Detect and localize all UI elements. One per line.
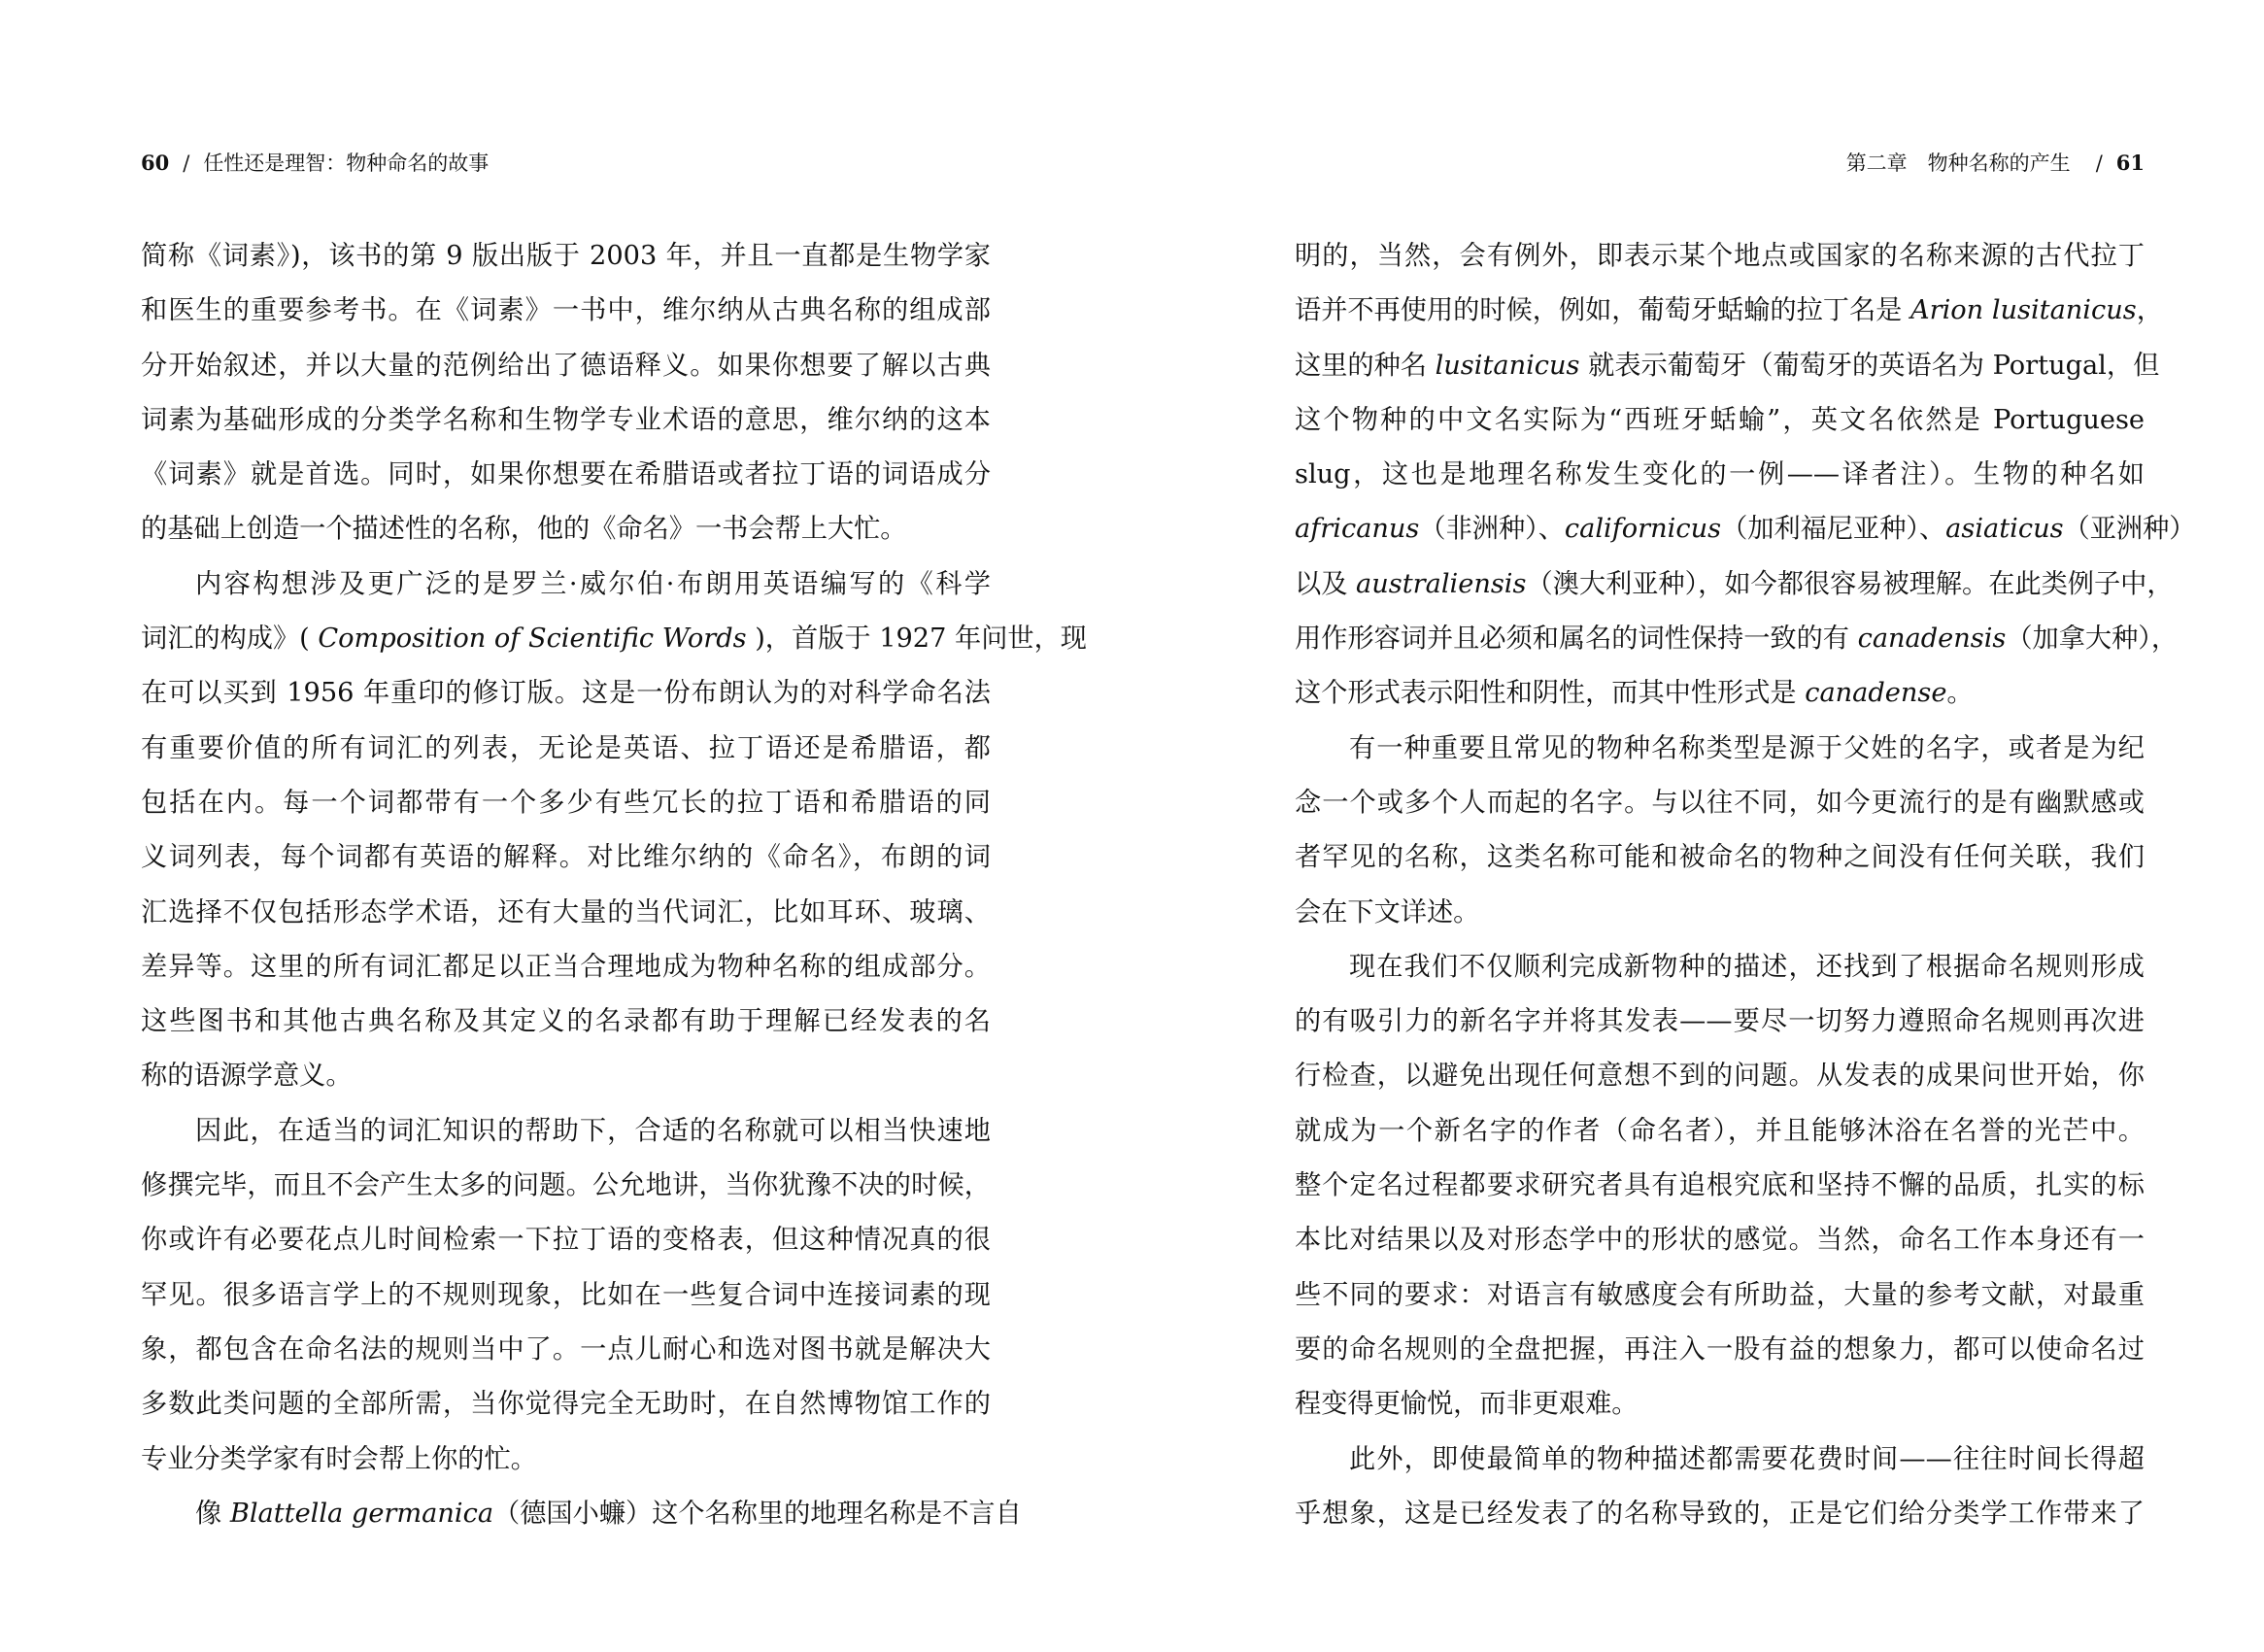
line-text: 。 xyxy=(1946,678,1974,709)
text-line xyxy=(1295,393,2145,448)
text-line xyxy=(1295,1159,2145,1213)
line-text: 的基础上创造一个描述性的名称，他的《命名》一书会帮上大忙。 xyxy=(141,514,907,545)
line-text: slug，这也是地理名称发生变化的一例——译者注）。生物的种名如 xyxy=(1295,459,2145,490)
text-line xyxy=(1295,557,2174,612)
line-text: 念一个或多个人而起的名字。与以往不同，如今更流行的是有幽默感或 xyxy=(1295,787,2145,818)
header-separator: / xyxy=(2095,152,2103,175)
line-text: （德国小蠊）这个名称里的地理名称是不言自 xyxy=(493,1498,1022,1529)
right-page xyxy=(1295,0,2196,1652)
chapter-title: 第二章 物种名称的产生 xyxy=(1845,152,2071,175)
text-line xyxy=(141,284,991,338)
line-text: （加利福尼亚种）、 xyxy=(1721,514,1946,545)
line-text: 会在下文详述。 xyxy=(1295,896,1480,927)
line-text: （澳大利亚种），如今都很容易被理解。在此类例子中， xyxy=(1526,568,2174,599)
line-text: 包括在内。每一个词都带有一个多少有些冗长的拉丁语和希腊语的同 xyxy=(141,787,991,818)
line-text: 有重要价值的所有词汇的列表，无论是英语、拉丁语还是希腊语，都 xyxy=(141,732,991,763)
line-text: 就表示葡萄牙（葡萄牙的英语名为 Portugal，但 xyxy=(1579,350,2160,381)
text-line xyxy=(141,830,991,885)
text-line xyxy=(141,448,991,502)
left-running-header xyxy=(141,144,991,183)
line-text: 的有吸引力的新名字并将其发表——要尽一切努力遵照命名规则再次进 xyxy=(1295,1006,2145,1037)
latin-name: asiaticus xyxy=(1945,514,2064,545)
line-text: 和医生的重要参考书。在《词素》一书中，维尔纳从古典名称的组成部 xyxy=(141,295,991,326)
left-page-body xyxy=(141,229,1087,1541)
line-text: 程变得更愉悦，而非更艰难。 xyxy=(1295,1389,1639,1420)
text-line xyxy=(141,612,1087,666)
line-text: 词素为基础形成的分类学名称和生物学专业术语的意思，维尔纳的这本 xyxy=(141,404,991,435)
text-line xyxy=(1295,502,2196,556)
latin-name: australiensis xyxy=(1356,568,1527,599)
line-text: 差异等。这里的所有词汇都足以正当合理地成为物种名称的组成部分。 xyxy=(141,951,991,982)
text-line xyxy=(1295,448,2145,502)
line-text: 用作形容词并且必须和属名的词性保持一致的有 xyxy=(1295,624,1858,655)
text-line xyxy=(141,557,991,612)
line-text: 明的，当然，会有例外，即表示某个地点或国家的名称来源的古代拉丁 xyxy=(1295,241,2145,271)
line-text: 有一种重要且常见的物种名称类型是源于父姓的名字，或者是为纪 xyxy=(1349,732,2145,763)
text-line xyxy=(141,1213,991,1267)
text-line xyxy=(1295,1049,2145,1103)
right-page-body xyxy=(1295,229,2196,1541)
line-text: 你或许有必要花点儿时间检索一下拉丁语的变格表，但这种情况真的很 xyxy=(141,1225,991,1256)
line-text: （加拿大种）， xyxy=(2006,624,2179,655)
line-text: 词汇的构成》( xyxy=(141,624,319,655)
latin-name: canadense xyxy=(1805,678,1947,709)
line-text: 乎想象，这是已经发表了的名称导致的，正是它们给分类学工作带来了 xyxy=(1295,1498,2145,1529)
text-line xyxy=(141,393,991,448)
text-line xyxy=(141,995,991,1049)
latin-name: Composition of Scientific Words xyxy=(318,624,747,655)
line-text: 专业分类学家有时会帮上你的忙。 xyxy=(141,1443,537,1474)
line-text: （非洲种）、 xyxy=(1419,514,1565,545)
line-text: 这些图书和其他古典名称及其定义的名录都有助于理解已经发表的名 xyxy=(141,1006,991,1037)
latin-name: Arion lusitanicus xyxy=(1909,295,2137,326)
right-running-header xyxy=(1295,144,2145,183)
text-line xyxy=(1295,830,2145,885)
text-line xyxy=(1295,722,2145,776)
line-text: 分开始叙述，并以大量的范例给出了德语释义。如果你想要了解以古典 xyxy=(141,350,991,381)
right-page-number: 61 xyxy=(2115,151,2145,175)
line-text: 多数此类问题的全部所需，当你觉得完全无助时，在自然博物馆工作的 xyxy=(141,1389,991,1420)
book-title: 任性还是理智：物种命名的故事 xyxy=(203,152,490,175)
text-line xyxy=(1295,229,2145,284)
text-line xyxy=(1295,666,2145,721)
text-line xyxy=(141,229,991,284)
line-text: 这个形式表示阳性和阴性，而其中性形式是 xyxy=(1295,678,1806,709)
line-text: 这里的种名 xyxy=(1295,350,1436,381)
line-text: )，首版于 1927 年问世，现 xyxy=(746,624,1087,655)
text-line xyxy=(1295,612,2179,666)
text-line xyxy=(141,1159,991,1213)
text-line xyxy=(1295,284,2163,338)
line-text: 象，都包含在命名法的规则当中了。一点儿耐心和选对图书就是解决大 xyxy=(141,1333,991,1365)
text-line xyxy=(141,1049,991,1103)
text-line xyxy=(1295,1433,2145,1487)
text-line xyxy=(1295,776,2145,830)
text-line xyxy=(1295,1213,2145,1267)
line-text: 因此，在适当的词汇知识的帮助下，合适的名称就可以相当快速地 xyxy=(195,1115,991,1146)
left-page-number: 60 xyxy=(141,151,170,175)
line-text: 《词素》就是首选。同时，如果你想要在希腊语或者拉丁语的词语成分 xyxy=(141,459,991,490)
line-text: 简称《词素》)，该书的第 9 版出版于 2003 年，并且一直都是生物学家 xyxy=(141,241,991,271)
left-page xyxy=(141,0,1087,1652)
line-text: 汇选择不仅包括形态学术语，还有大量的当代词汇，比如耳环、玻璃、 xyxy=(141,896,991,927)
text-line xyxy=(141,666,991,721)
line-text: 修撰完毕，而且不会产生太多的问题。公允地讲，当你犹豫不决的时候， xyxy=(141,1170,991,1201)
text-line xyxy=(141,886,991,940)
text-line xyxy=(1295,339,2160,393)
latin-name: canadensis xyxy=(1857,624,2007,655)
text-line xyxy=(1295,1323,2145,1377)
text-line xyxy=(1295,1487,2145,1541)
header-separator: / xyxy=(183,152,190,175)
line-text: 者罕见的名称，这类名称可能和被命名的物种之间没有任何关联，我们 xyxy=(1295,842,2145,873)
text-line xyxy=(141,1487,1022,1541)
text-line xyxy=(141,502,991,556)
text-line xyxy=(1295,1377,2145,1432)
line-text: 些不同的要求：对语言有敏感度会有所助益，大量的参考文献，对最重 xyxy=(1295,1279,2145,1310)
text-line xyxy=(1295,1104,2145,1159)
line-text: 义词列表，每个词都有英语的解释。对比维尔纳的《命名》，布朗的词 xyxy=(141,842,991,873)
line-text: 行检查，以避免出现任何意想不到的问题。从发表的成果问世开始，你 xyxy=(1295,1061,2145,1092)
line-text: 罕见。很多语言学上的不规则现象，比如在一些复合词中连接词素的现 xyxy=(141,1279,991,1310)
latin-name: lusitanicus xyxy=(1435,350,1580,381)
line-text: 现在我们不仅顺利完成新物种的描述，还找到了根据命名规则形成 xyxy=(1349,951,2145,982)
line-text: 以及 xyxy=(1295,568,1357,599)
text-line xyxy=(1295,995,2145,1049)
line-text: 在可以买到 1956 年重印的修订版。这是一份布朗认为的对科学命名法 xyxy=(141,678,991,709)
line-text: 称的语源学意义。 xyxy=(141,1061,353,1092)
line-text: 就成为一个新名字的作者（命名者），并且能够沐浴在名誉的光芒中。 xyxy=(1295,1115,2145,1146)
line-text: ， xyxy=(2136,295,2163,326)
line-text: 整个定名过程都要求研究者具有追根究底和坚持不懈的品质，扎实的标 xyxy=(1295,1170,2145,1201)
text-line xyxy=(1295,1268,2145,1323)
line-text: 内容构想涉及更广泛的是罗兰·威尔伯·布朗用英语编写的《科学 xyxy=(195,568,991,599)
text-line xyxy=(141,1377,991,1432)
line-text: 像 xyxy=(195,1498,230,1529)
line-text: 这个物种的中文名实际为“西班牙蛞蝓”，英文名依然是 Portuguese xyxy=(1295,404,2145,435)
line-text: 此外，即使最简单的物种描述都需要花费时间——往往时间长得超 xyxy=(1349,1443,2145,1474)
line-text: 语并不再使用的时候，例如，葡萄牙蛞蝓的拉丁名是 xyxy=(1295,295,1910,326)
text-line xyxy=(141,1433,991,1487)
text-line xyxy=(141,776,991,830)
line-text: （亚洲种） xyxy=(2063,514,2196,545)
text-line xyxy=(141,1104,991,1159)
line-text: 本比对结果以及对形态学中的形状的感觉。当然，命名工作本身还有一 xyxy=(1295,1225,2145,1256)
text-line xyxy=(1295,886,2145,940)
text-line xyxy=(141,1323,991,1377)
text-line xyxy=(141,1268,991,1323)
latin-name: Blattella germanica xyxy=(229,1498,494,1529)
line-text: 要的命名规则的全盘把握，再注入一股有益的想象力，都可以使命名过 xyxy=(1295,1333,2145,1365)
text-line xyxy=(141,722,991,776)
text-line xyxy=(141,940,991,995)
text-line xyxy=(1295,940,2145,995)
latin-name: africanus xyxy=(1295,514,1420,545)
latin-name: californicus xyxy=(1564,514,1722,545)
text-line xyxy=(141,339,991,393)
